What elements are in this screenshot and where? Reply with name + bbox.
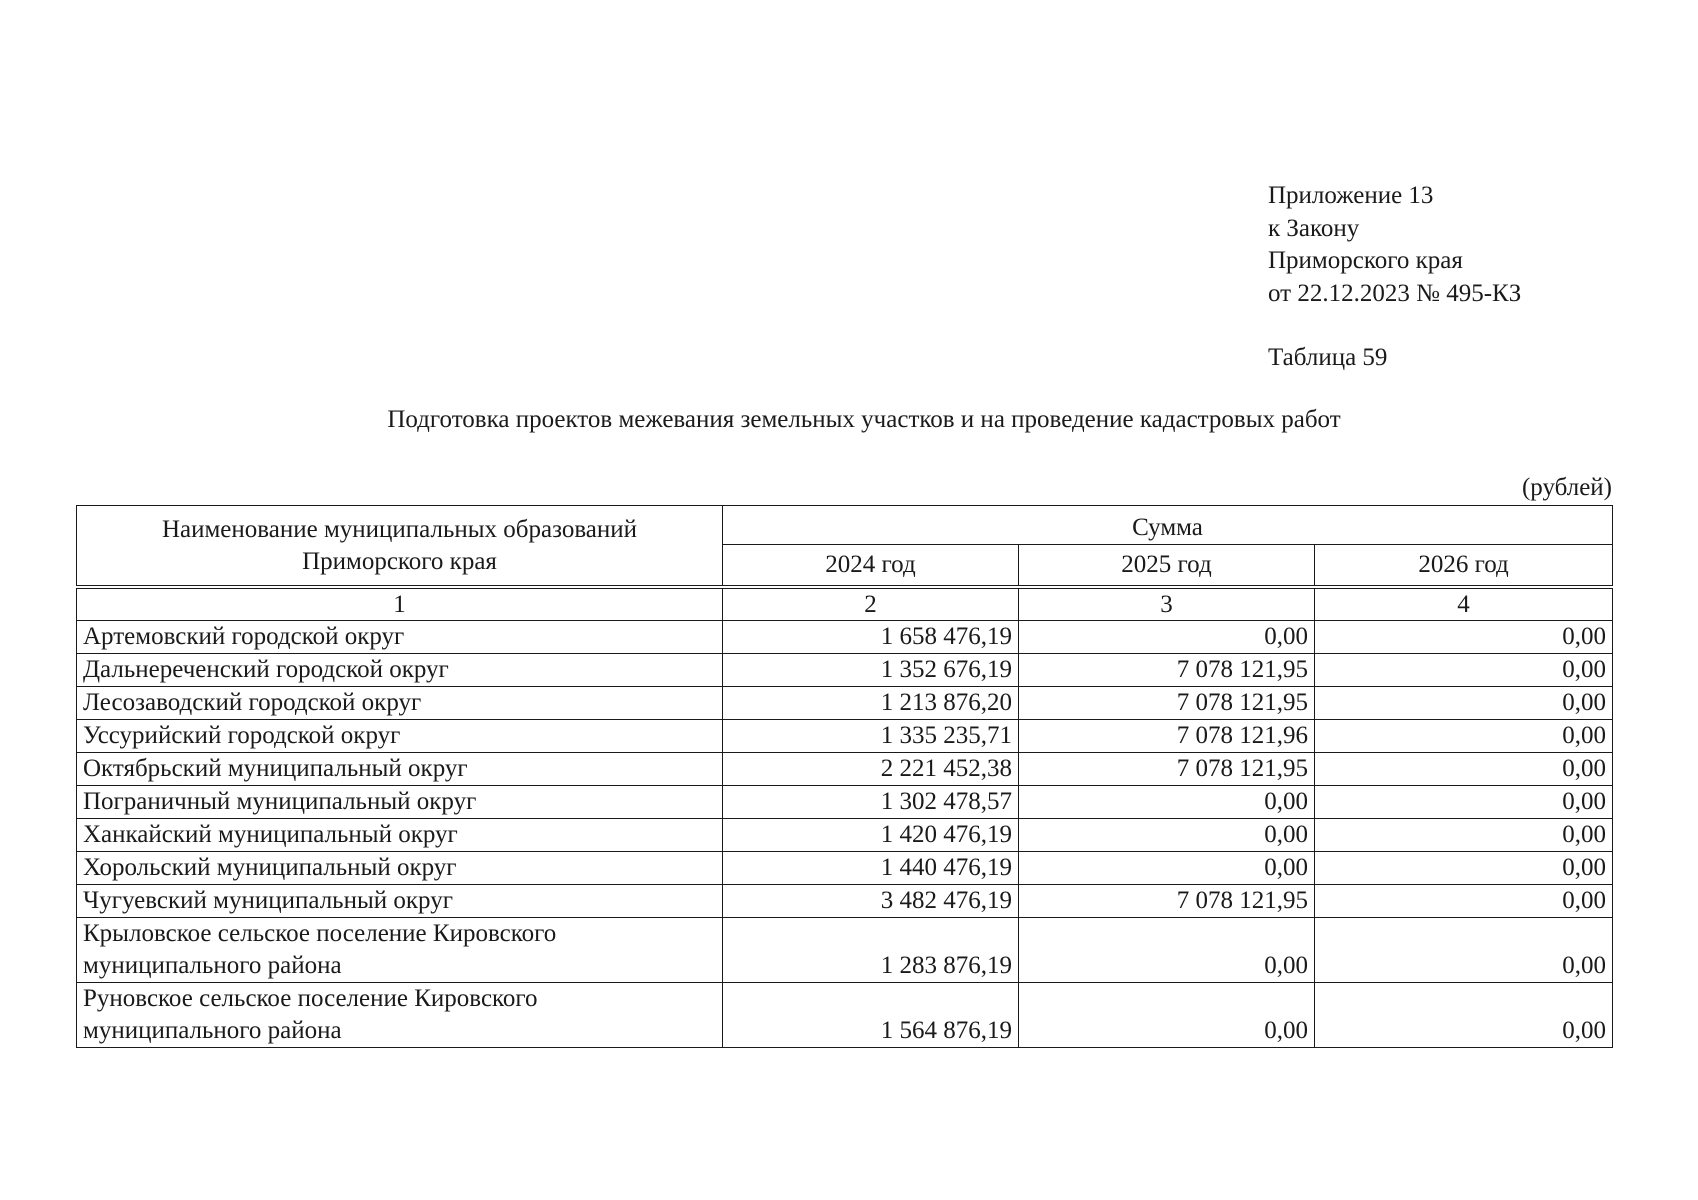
municipality-name: Хорольский муниципальный округ: [77, 852, 723, 885]
amount-2024: 1 352 676,19: [723, 654, 1019, 687]
document-title: Подготовка проектов межевания земельных участков и на проведение кадастровых работ: [387, 406, 1341, 433]
amount-2024: 1 658 476,19: [723, 621, 1019, 654]
header-row: [77, 506, 1613, 545]
municipality-name-line: муниципального района: [83, 952, 342, 979]
municipality-name: Дальнереченский городской округ: [77, 654, 723, 687]
amount-2026: 0,00: [1315, 687, 1613, 720]
appendix-line: от 22.12.2023 № 495-КЗ: [1268, 279, 1522, 307]
appendix-line: Приложение 13: [1268, 182, 1434, 209]
amount-2026: 0,00: [1315, 786, 1613, 819]
amount-2026: 0,00: [1315, 819, 1613, 852]
header-name-cell: [77, 506, 723, 586]
amount-2026: 0,00: [1315, 983, 1613, 1048]
municipality-name: [77, 918, 723, 983]
appendix-line: к Закону: [1268, 214, 1360, 242]
amount-2025: 0,00: [1019, 819, 1315, 852]
amount-2026: 0,00: [1315, 621, 1613, 654]
amount-2024: 1 420 476,19: [723, 819, 1019, 852]
municipality-name: Лесозаводский городской округ: [77, 687, 723, 720]
header-year-cell: 2024 год: [723, 545, 1019, 586]
amount-2024: 1 335 235,71: [723, 720, 1019, 753]
table-row: [77, 753, 1613, 786]
amount-2026: 0,00: [1315, 918, 1613, 983]
header-name-line: Приморского края: [302, 547, 497, 575]
table-row: [77, 687, 1613, 720]
column-number-row: [77, 589, 1613, 621]
amount-2025: 7 078 121,95: [1019, 687, 1315, 720]
municipality-name: Пограничный муниципальный округ: [77, 786, 723, 819]
table-row: [77, 654, 1613, 687]
municipality-name: Октябрьский муниципальный округ: [77, 753, 723, 786]
table-row: [77, 786, 1613, 819]
header-year-cell: 2025 год: [1019, 545, 1315, 586]
header-name-line: Наименование муниципальных образований: [161, 515, 638, 543]
column-number: 2: [723, 589, 1019, 621]
appendix-block: [1268, 180, 1521, 310]
amount-2025: 7 078 121,95: [1019, 885, 1315, 918]
amount-2025: 0,00: [1019, 786, 1315, 819]
column-number: 1: [77, 589, 723, 621]
amount-2024: 1 283 876,19: [723, 918, 1019, 983]
appendix-line: Приморского края: [1268, 247, 1463, 274]
budget-table: [76, 505, 1613, 1048]
table-row: [77, 720, 1613, 753]
amount-2024: 2 221 452,38: [723, 753, 1019, 786]
municipality-name-line: муниципального района: [83, 1017, 342, 1044]
amount-2025: 0,00: [1019, 852, 1315, 885]
amount-2025: 0,00: [1019, 621, 1315, 654]
column-number: 3: [1019, 589, 1315, 621]
amount-2025: 7 078 121,95: [1019, 654, 1315, 687]
table-row: [77, 819, 1613, 852]
table-row: [77, 885, 1613, 918]
amount-2024: 1 564 876,19: [723, 983, 1019, 1048]
municipality-name: Уссурийский городской округ: [77, 720, 723, 753]
municipality-name-line: Крыловское сельское поселение Кировского: [83, 920, 557, 947]
municipality-name: Артемовский городской округ: [77, 621, 723, 654]
table-row: [77, 983, 1613, 1048]
table-row: [77, 852, 1613, 885]
header-year-cell: 2026 год: [1315, 545, 1613, 586]
amount-2024: 1 440 476,19: [723, 852, 1019, 885]
amount-2024: 3 482 476,19: [723, 885, 1019, 918]
municipality-name-line: Руновское сельское поселение Кировского: [83, 985, 538, 1012]
amount-2026: 0,00: [1315, 720, 1613, 753]
amount-2024: 1 213 876,20: [723, 687, 1019, 720]
municipality-name: [77, 983, 723, 1048]
amount-2026: 0,00: [1315, 654, 1613, 687]
amount-2025: 0,00: [1019, 983, 1315, 1048]
table-number: Таблица 59: [1268, 344, 1388, 371]
amount-2026: 0,00: [1315, 753, 1613, 786]
amount-2025: 0,00: [1019, 918, 1315, 983]
amount-2026: 0,00: [1315, 885, 1613, 918]
amount-2024: 1 302 478,57: [723, 786, 1019, 819]
amount-2025: 7 078 121,96: [1019, 720, 1315, 753]
amount-2025: 7 078 121,95: [1019, 753, 1315, 786]
column-number: 4: [1315, 589, 1613, 621]
municipality-name: Чугуевский муниципальный округ: [77, 885, 723, 918]
municipality-name: Ханкайский муниципальный округ: [77, 819, 723, 852]
table-row: [77, 621, 1613, 654]
header-sum-cell: Сумма: [723, 506, 1613, 545]
amount-2026: 0,00: [1315, 852, 1613, 885]
units-label: (рублей): [1521, 474, 1612, 501]
table-row: [77, 918, 1613, 983]
